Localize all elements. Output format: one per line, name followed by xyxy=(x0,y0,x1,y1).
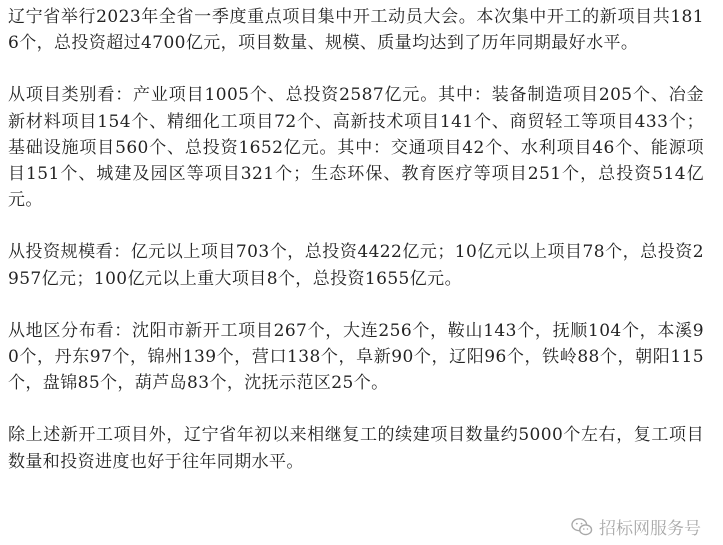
paragraph-resumed-projects: 除上述新开工项目外，辽宁省年初以来相继复工的续建项目数量约5000个左右，复工项目数量和投资进度也好于往年同期水平。 xyxy=(8,425,704,472)
article-body xyxy=(8,4,704,475)
paragraph-regional-distribution: 从地区分布看：沈阳市新开工项目267个，大连256个，鞍山143个，抚顺104个，本溪90个，丹东97个，锦州139个，营口138个，阜新90个，辽阳96个，铁岭88个，朝阳115个，盘锦85个，葫芦岛83个，沈抚示范区25个。 xyxy=(8,320,704,394)
watermark-text: 招标网服务号 xyxy=(599,519,701,539)
wechat-icon xyxy=(571,517,593,537)
paragraph-intro: 辽宁省举行2023年全省一季度重点项目集中开工动员大会。本次集中开工的新项目共1816个，总投资超过4700亿元，项目数量、规模、质量均达到了历年同期最好水平。 xyxy=(8,7,704,54)
watermark xyxy=(571,514,701,539)
paragraph-project-category: 从项目类别看：产业项目1005个、总投资2587亿元。其中：装备制造项目205个、冶金新材料项目154个、精细化工项目72个、高新技术项目141个、商贸轻工等项目433个；基础设施项目560个、总投资1652亿元。其中：交通项目42个、水利项目46个、能源项目151个、城建及园区等项目321个；生态环保、教育医疗等项目251个，总投资514亿元。 xyxy=(8,85,704,211)
paragraph-investment-scale: 从投资规模看：亿元以上项目703个，总投资4422亿元；10亿元以上项目78个，总投资2957亿元；100亿元以上重大项目8个，总投资1655亿元。 xyxy=(8,242,704,289)
